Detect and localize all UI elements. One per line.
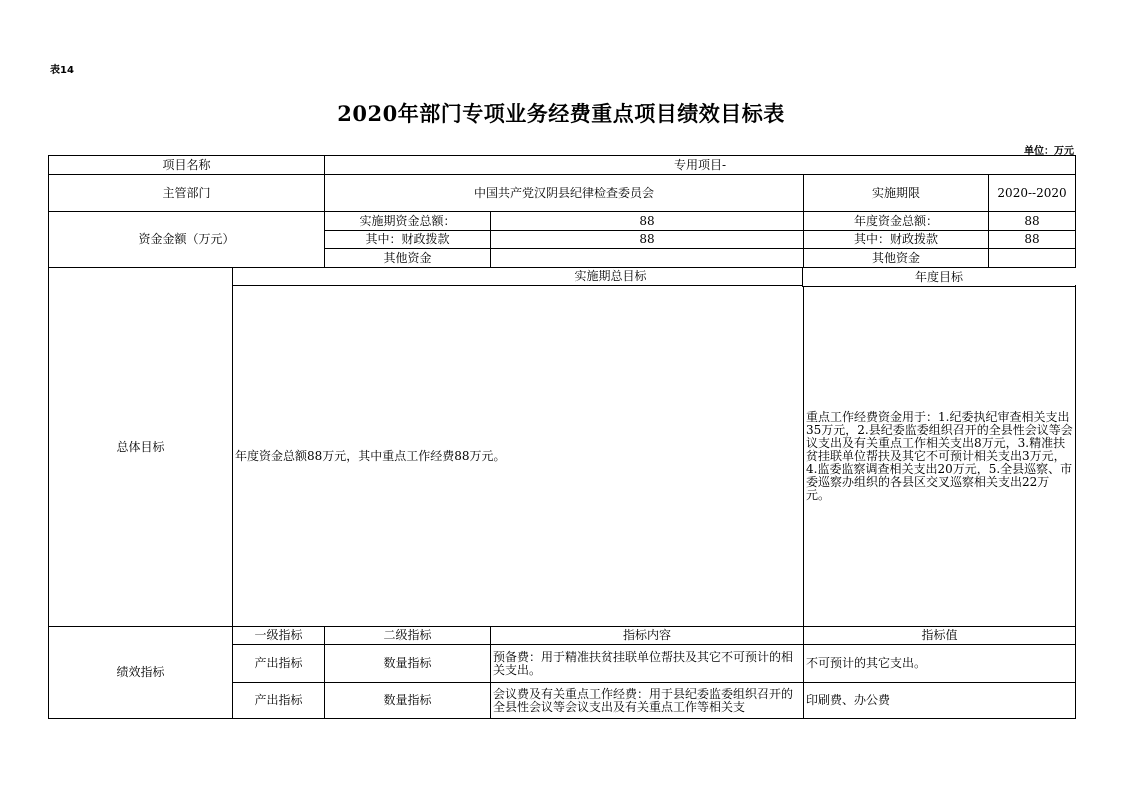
annual-fiscal-label: 其中：财政拨款 [804, 231, 989, 249]
goal-header-split: 年度目标 [802, 268, 1075, 287]
annual-other-value [989, 249, 1076, 268]
period-goal-text: 年度资金总额88万元，其中重点工作经费88万元。 [233, 286, 804, 627]
performance-table [48, 155, 1076, 719]
unit-label: 单位：万元 [1024, 146, 1074, 157]
funds-label: 资金金额（万元） [49, 212, 325, 268]
funds-fiscal-value: 88 [491, 231, 804, 249]
col-level2-header: 二级指标 [325, 627, 491, 645]
indicator-value: 印刷费、办公费 [804, 683, 1076, 719]
col-content-header: 指标内容 [491, 627, 804, 645]
funds-other-value [491, 249, 804, 268]
project-name-label: 项目名称 [49, 156, 325, 175]
annual-goal-text: 重点工作经费资金用于：1.纪委执纪审查相关支出35万元，2.县纪委监委组织召开的全县性会议等会议支出及有关重点工作相关支出8万元，3.精准扶贫挂联单位帮扶及其它不可预计相关支出3万元，4.监委监察调查相关支出20万元，5.全县巡察、市委巡察办组织的各县区交叉巡察相关支出22万元。 [804, 286, 1076, 627]
indicator-level1: 产出指标 [233, 683, 325, 719]
col-level1-header: 一级指标 [233, 627, 325, 645]
indicator-level2: 数量指标 [325, 683, 491, 719]
dept-label: 主管部门 [49, 175, 325, 212]
page-title: 2020年部门专项业务经费重点项目绩效目标表 [337, 101, 785, 126]
dept-value: 中国共产党汉阴县纪律检查委员会 [325, 175, 804, 212]
period-value: 2020--2020 [989, 175, 1076, 212]
period-goal-header: 实施期总目标 [233, 268, 989, 286]
annual-other-label: 其他资金 [804, 249, 989, 268]
funds-total-label: 实施期资金总额： [325, 212, 491, 231]
annual-total-label: 年度资金总额： [804, 212, 989, 231]
col-value-header: 指标值 [804, 627, 1076, 645]
annual-fiscal-value: 88 [989, 231, 1076, 249]
indicator-value: 不可预计的其它支出。 [804, 645, 1076, 683]
indicator-level2: 数量指标 [325, 645, 491, 683]
period-label: 实施期限 [804, 175, 989, 212]
overall-goal-label: 总体目标 [49, 268, 233, 627]
annual-total-value: 88 [989, 212, 1076, 231]
indicators-label: 绩效指标 [49, 627, 233, 719]
funds-fiscal-label: 其中：财政拨款 [325, 231, 491, 249]
indicator-content: 预备费：用于精准扶贫挂联单位帮扶及其它不可预计的相关支出。 [491, 645, 804, 683]
indicator-level1: 产出指标 [233, 645, 325, 683]
table-number: 表14 [50, 65, 74, 76]
indicator-content: 会议费及有关重点工作经费：用于县纪委监委组织召开的全县性会议等会议支出及有关重点工作等相关支 [491, 683, 804, 719]
funds-other-label: 其他资金 [325, 249, 491, 268]
project-name-value: 专用项目- [325, 156, 1076, 175]
funds-total-value: 88 [491, 212, 804, 231]
